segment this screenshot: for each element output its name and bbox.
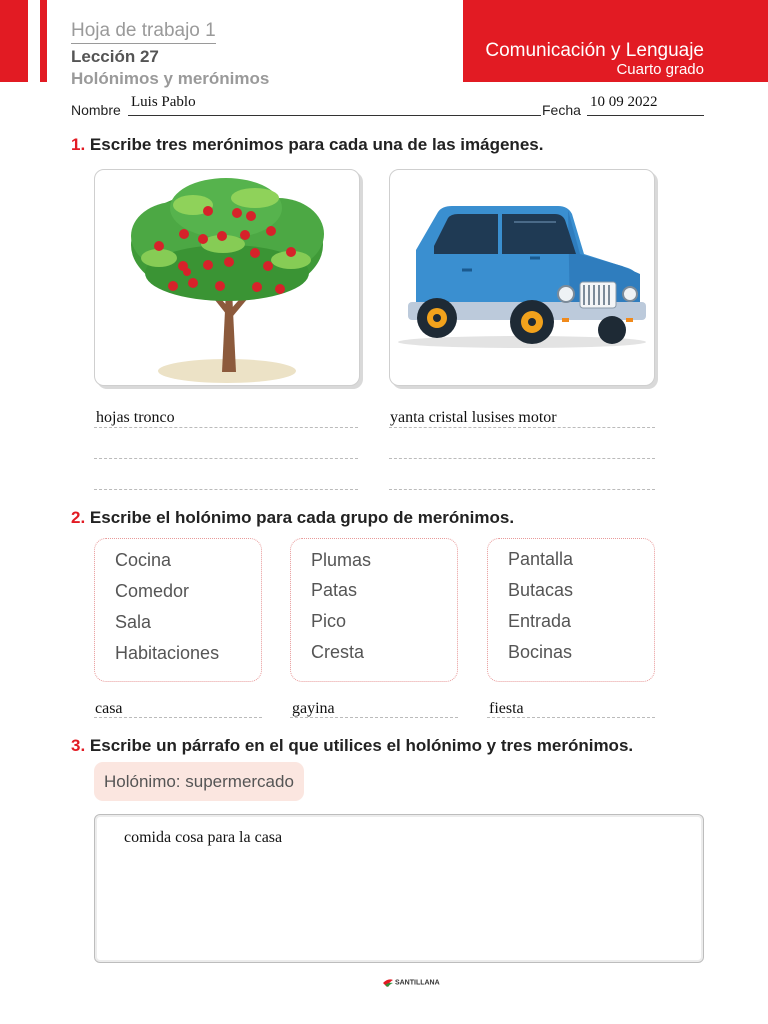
car-answer[interactable]: yanta cristal lusises motor bbox=[390, 409, 557, 426]
tree-answer-line-3 bbox=[94, 489, 358, 490]
tree-answer-line-1 bbox=[94, 427, 358, 428]
publisher-logo-icon bbox=[383, 978, 393, 987]
name-line bbox=[128, 115, 541, 116]
date-label: Fecha bbox=[542, 102, 581, 118]
car-image-box bbox=[389, 169, 655, 386]
meronym-word: Patas bbox=[311, 580, 358, 600]
holonym-answer-line-3 bbox=[487, 717, 655, 718]
question-1-text: Escribe tres merónimos para cada una de las imágenes. bbox=[89, 135, 544, 154]
meronym-word: Sala bbox=[115, 612, 152, 632]
tree-image-box bbox=[94, 169, 360, 386]
grade-label: Cuarto grado bbox=[616, 61, 704, 78]
meronym-word: Habitaciones bbox=[115, 643, 220, 663]
header-red-stripe bbox=[0, 0, 28, 82]
meronym-word: Pico bbox=[311, 611, 347, 631]
holonym-answer-1[interactable]: casa bbox=[95, 700, 123, 717]
holonym-answer-3[interactable]: fiesta bbox=[489, 700, 524, 717]
question-3 bbox=[71, 736, 633, 756]
meronym-word: Cocina bbox=[115, 550, 172, 570]
apple-tree-illustration bbox=[95, 170, 359, 385]
question-3-text: Escribe un párrafo en el que utilices el holónimo y tres merónimos. bbox=[89, 736, 634, 755]
date-value[interactable]: 10 09 2022 bbox=[590, 94, 658, 110]
date-line bbox=[587, 115, 704, 116]
meronym-group-2 bbox=[290, 538, 458, 682]
name-label: Nombre bbox=[71, 102, 121, 118]
car-answer-line-3 bbox=[389, 489, 655, 490]
tree-answer-line-2 bbox=[94, 458, 358, 459]
question-1-number: 1. bbox=[71, 135, 86, 154]
holonym-answer-line-1 bbox=[94, 717, 262, 718]
meronym-group-3 bbox=[487, 538, 655, 682]
subject-banner bbox=[463, 0, 768, 82]
holonym-answer-2[interactable]: gayina bbox=[292, 700, 335, 717]
meronym-word: Bocinas bbox=[508, 642, 573, 662]
publisher-logo bbox=[383, 978, 440, 987]
blue-car-illustration bbox=[390, 170, 654, 385]
worksheet-title: Hoja de trabajo 1 bbox=[71, 20, 216, 44]
subject-title: Comunicación y Lenguaje bbox=[485, 40, 704, 61]
meronym-word: Butacas bbox=[508, 580, 574, 600]
paragraph-answer[interactable]: comida cosa para la casa bbox=[124, 829, 283, 846]
car-answer-line-2 bbox=[389, 458, 655, 459]
meronym-word: Entrada bbox=[508, 611, 572, 631]
name-value[interactable]: Luis Pablo bbox=[131, 94, 196, 110]
tree-answer[interactable]: hojas tronco bbox=[96, 409, 175, 426]
holonym-answer-line-2 bbox=[290, 717, 458, 718]
meronym-word: Comedor bbox=[115, 581, 190, 601]
question-2-number: 2. bbox=[71, 508, 86, 527]
holonym-tag: Holónimo: supermercado bbox=[94, 762, 304, 801]
question-3-number: 3. bbox=[71, 736, 86, 755]
meronym-word: Pantalla bbox=[508, 549, 574, 569]
meronym-word: Plumas bbox=[311, 550, 372, 570]
paragraph-answer-box[interactable] bbox=[94, 814, 704, 963]
meronym-group-1 bbox=[94, 538, 262, 682]
lesson-number: Lección 27 bbox=[71, 47, 159, 66]
meronym-word: Cresta bbox=[311, 642, 365, 662]
question-2 bbox=[71, 508, 514, 528]
publisher-logo-text: SANTILLANA bbox=[394, 979, 440, 987]
car-answer-line-1 bbox=[389, 427, 655, 428]
question-1 bbox=[71, 135, 543, 155]
question-2-text: Escribe el holónimo para cada grupo de merónimos. bbox=[89, 508, 515, 527]
header-red-stripe-thin bbox=[40, 0, 47, 82]
lesson-topic: Holónimos y merónimos bbox=[71, 69, 270, 88]
